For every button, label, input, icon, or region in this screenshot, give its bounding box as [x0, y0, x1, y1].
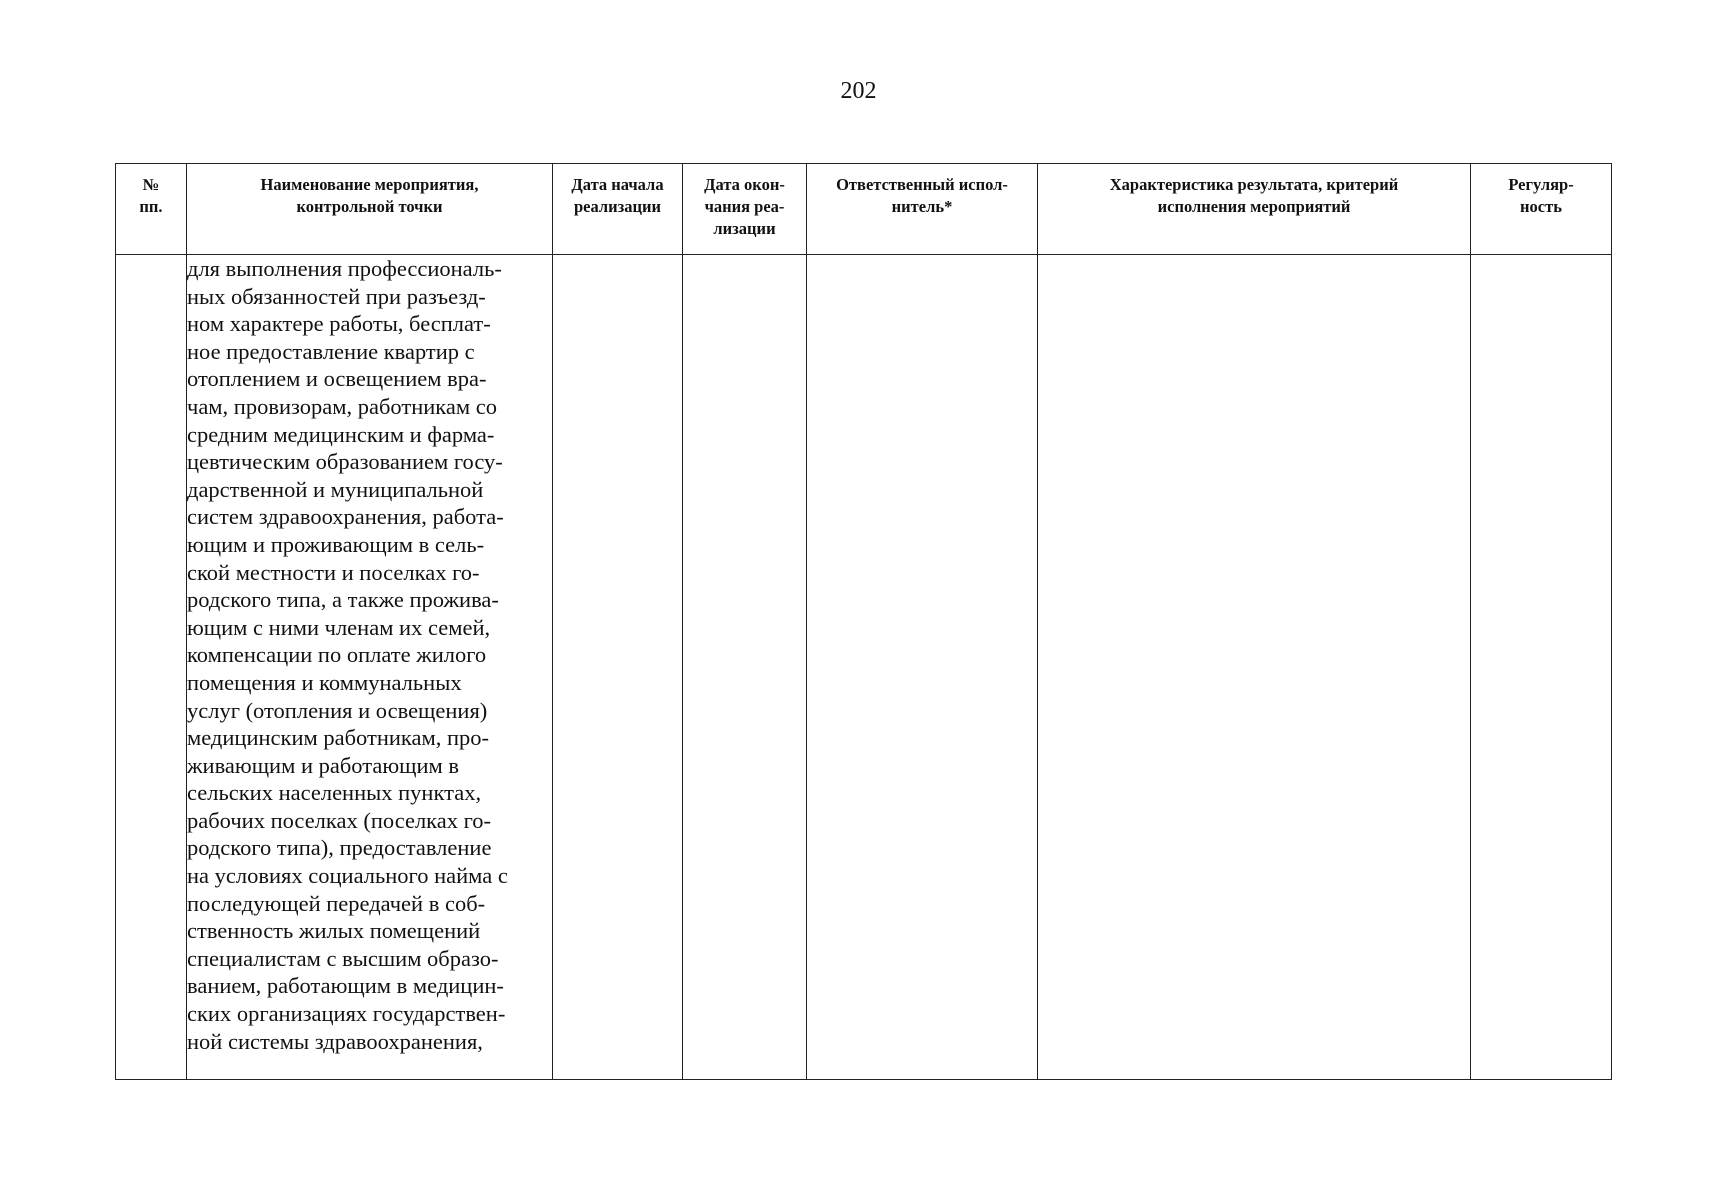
header-start-date: [553, 164, 683, 255]
text-line: последующей передачей в соб-: [187, 890, 486, 916]
text-line: ной системы здравоохранения,: [187, 1028, 483, 1054]
text-line: специалистам с высшим образо-: [187, 945, 499, 971]
cell-result-criteria: [1038, 255, 1471, 1080]
header-result-criteria: [1038, 164, 1471, 255]
text-line: помещения и коммунальных: [187, 669, 462, 695]
text-line: ской местности и поселках го-: [187, 559, 480, 585]
text-line: Регуляр-: [1508, 175, 1574, 194]
text-line: услуг (отопления и освещения): [187, 697, 488, 723]
text-line: Дата окон-: [704, 175, 785, 194]
text-line: ственность жилых помещений: [187, 918, 481, 944]
text-line: ских организациях государствен-: [187, 1001, 506, 1027]
header-regularity: [1471, 164, 1612, 255]
text-line: на условиях социального найма с: [187, 863, 508, 889]
header-end-date: [683, 164, 807, 255]
text-line: ванием, работающим в медицин-: [187, 973, 504, 999]
text-line: чам, провизорам, работникам со: [187, 393, 497, 419]
text-line: ющим и проживающим в сель-: [187, 531, 485, 557]
cell-number: [116, 255, 187, 1080]
cell-start-date: [553, 255, 683, 1080]
cell-end-date: [683, 255, 807, 1080]
text-line: для выполнения профессиональ-: [187, 256, 502, 281]
text-line: родского типа, а также прожива-: [187, 587, 499, 613]
text-line: рабочих поселках (поселках го-: [187, 807, 492, 833]
text-line: ных обязанностей при разъезд-: [187, 283, 486, 309]
table-row: [116, 255, 1612, 1080]
text-line: нитель*: [891, 197, 953, 216]
header-activity-name: [187, 164, 553, 255]
text-line: средним медицинским и фарма-: [187, 421, 495, 447]
table-header-row: [116, 164, 1612, 255]
text-line: пп.: [139, 197, 163, 216]
text-line: чания реа-: [704, 197, 785, 216]
text-line: лизации: [713, 219, 776, 238]
header-number: [116, 164, 187, 255]
text-line: Характеристика результата, критерий: [1109, 175, 1399, 194]
text-line: Наименование мероприятия,: [260, 175, 479, 194]
text-line: медицинским работникам, про-: [187, 725, 490, 751]
cell-executor: [807, 255, 1038, 1080]
text-line: цевтическим образованием госу-: [187, 449, 503, 475]
text-line: живающим и работающим в: [187, 752, 459, 778]
text-line: Дата начала: [571, 175, 664, 194]
text-line: компенсации по оплате жилого: [187, 642, 487, 668]
text-line: контрольной точки: [296, 197, 443, 216]
text-line: сельских населенных пунктах,: [187, 780, 482, 806]
header-executor: [807, 164, 1038, 255]
text-line: ное предоставление квартир с: [187, 338, 475, 364]
cell-regularity: [1471, 255, 1612, 1080]
text-line: ном характере работы, бесплат-: [187, 311, 491, 337]
text-line: ность: [1520, 197, 1562, 216]
text-line: родского типа), предоставление: [187, 835, 492, 861]
text-line: №: [142, 175, 160, 194]
activities-table: [115, 163, 1612, 1080]
text-line: ющим с ними членам их семей,: [187, 614, 491, 640]
text-line: систем здравоохранения, работа-: [187, 504, 504, 530]
text-line: реализации: [573, 197, 662, 216]
text-line: исполнения мероприятий: [1157, 197, 1351, 216]
text-line: Ответственный испол-: [836, 175, 1008, 194]
text-line: дарственной и муниципальной: [187, 476, 484, 502]
text-line: отоплением и освещением вра-: [187, 366, 487, 392]
page-number: 202: [840, 78, 877, 104]
cell-activity-name: [187, 255, 553, 1080]
